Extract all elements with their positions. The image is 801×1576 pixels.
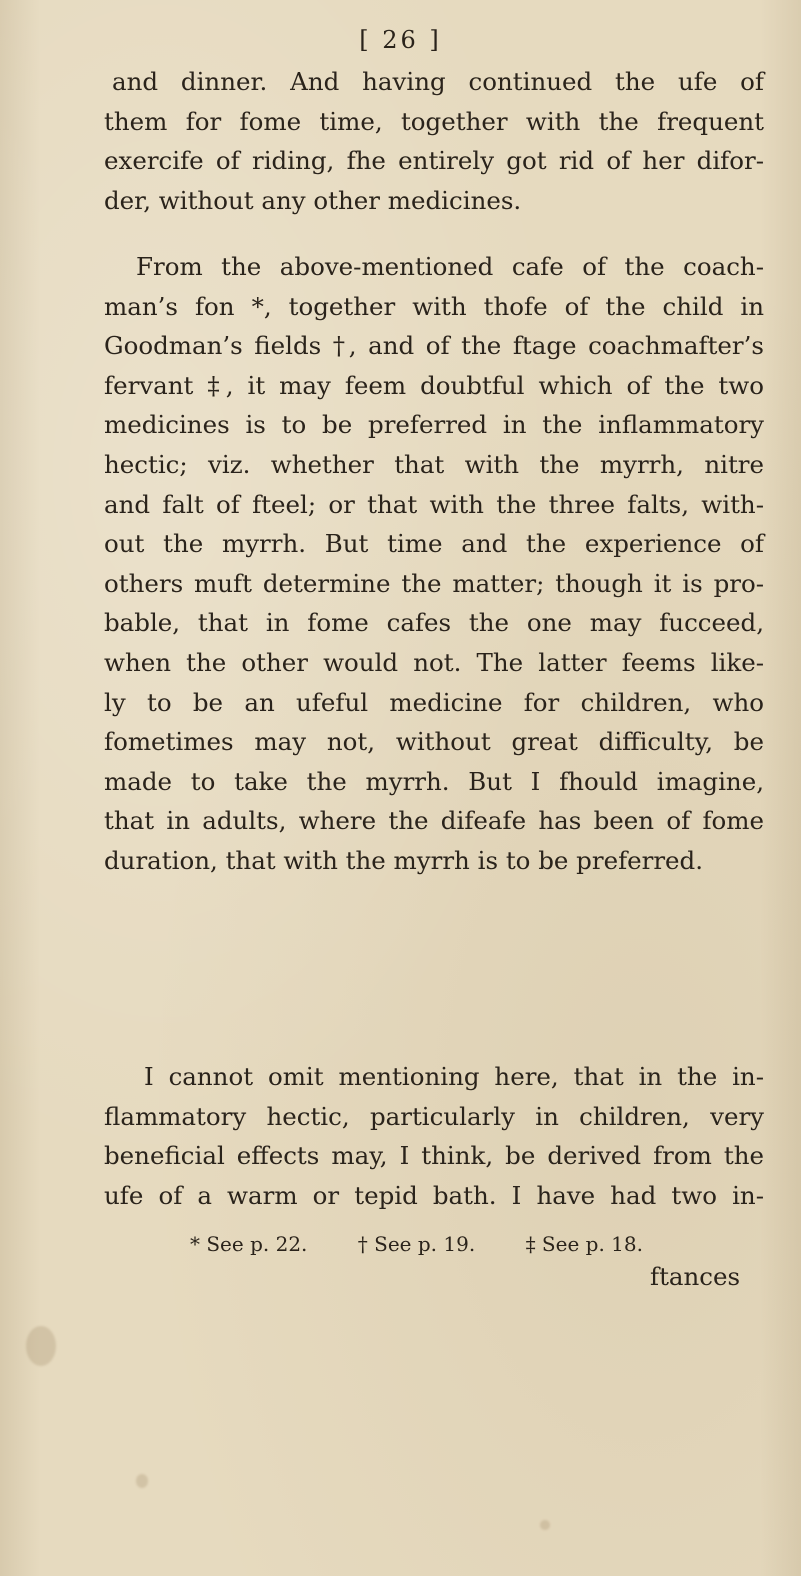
footnote: † See p. 19.	[357, 1232, 476, 1256]
paper-stain	[26, 1326, 56, 1366]
text-line: I cannot omit mentioning here, that in the in-	[144, 1062, 764, 1091]
paragraph-1	[104, 62, 764, 220]
paragraph-2	[104, 247, 764, 881]
footnote: ‡ See p. 18.	[525, 1232, 643, 1256]
text-line: made to take the myrrh. But I fhould imagine,	[104, 766, 764, 796]
page-number: [ 26 ]	[359, 26, 442, 54]
footnote: * See p. 22.	[190, 1232, 308, 1256]
text-line: flammatory hectic, particularly in children, very	[104, 1101, 764, 1131]
text-line: fervant ‡, it may feem doubtful which of the two	[104, 370, 764, 400]
text-line: man’s fon *, together with thofe of the child in	[104, 291, 764, 321]
paper-stain	[540, 1520, 550, 1530]
text-line: Goodman’s fields †, and of the ftage coachmafter’s	[104, 331, 764, 361]
text-line: others muft determine the matter; though it is pro-	[104, 568, 764, 598]
text-line: out the myrrh. But time and the experience of	[104, 529, 764, 559]
text-line: beneficial effects may, I think, be derived from the	[104, 1141, 764, 1171]
paper-stain	[136, 1474, 148, 1488]
text-line: ly to be an ufeful medicine for children, who	[104, 687, 764, 717]
text-line: them for fome time, together with the frequent	[104, 106, 764, 136]
text-line: der, without any other medicines.	[104, 185, 522, 215]
text-line: duration, that with the myrrh is to be preferred.	[104, 845, 704, 875]
text-line: when the other would not. The latter feems like-	[104, 647, 764, 677]
paragraph-3	[104, 1057, 764, 1215]
text-line: and falt of fteel; or that with the three falts, with-	[104, 489, 764, 519]
text-line: fometimes may not, without great difficulty, be	[104, 727, 764, 757]
text-line: that in adults, where the difeafe has been of fome	[104, 806, 764, 836]
text-line: medicines is to be preferred in the inflammatory	[104, 410, 764, 440]
text-line: and dinner. And having continued the ufe of	[112, 67, 764, 96]
text-line: ufe of a warm or tepid bath. I have had two in-	[104, 1180, 764, 1210]
text-line: exercife of riding, fhe entirely got rid of her difor-	[104, 146, 764, 176]
text-line: From the above-mentioned cafe of the coach-	[136, 252, 764, 281]
footnotes	[190, 1232, 687, 1256]
text-line: bable, that in fome cafes the one may fucceed,	[104, 608, 764, 638]
text-line: hectic; viz. whether that with the myrrh, nitre	[104, 449, 764, 479]
catchword: ftances	[650, 1262, 741, 1291]
